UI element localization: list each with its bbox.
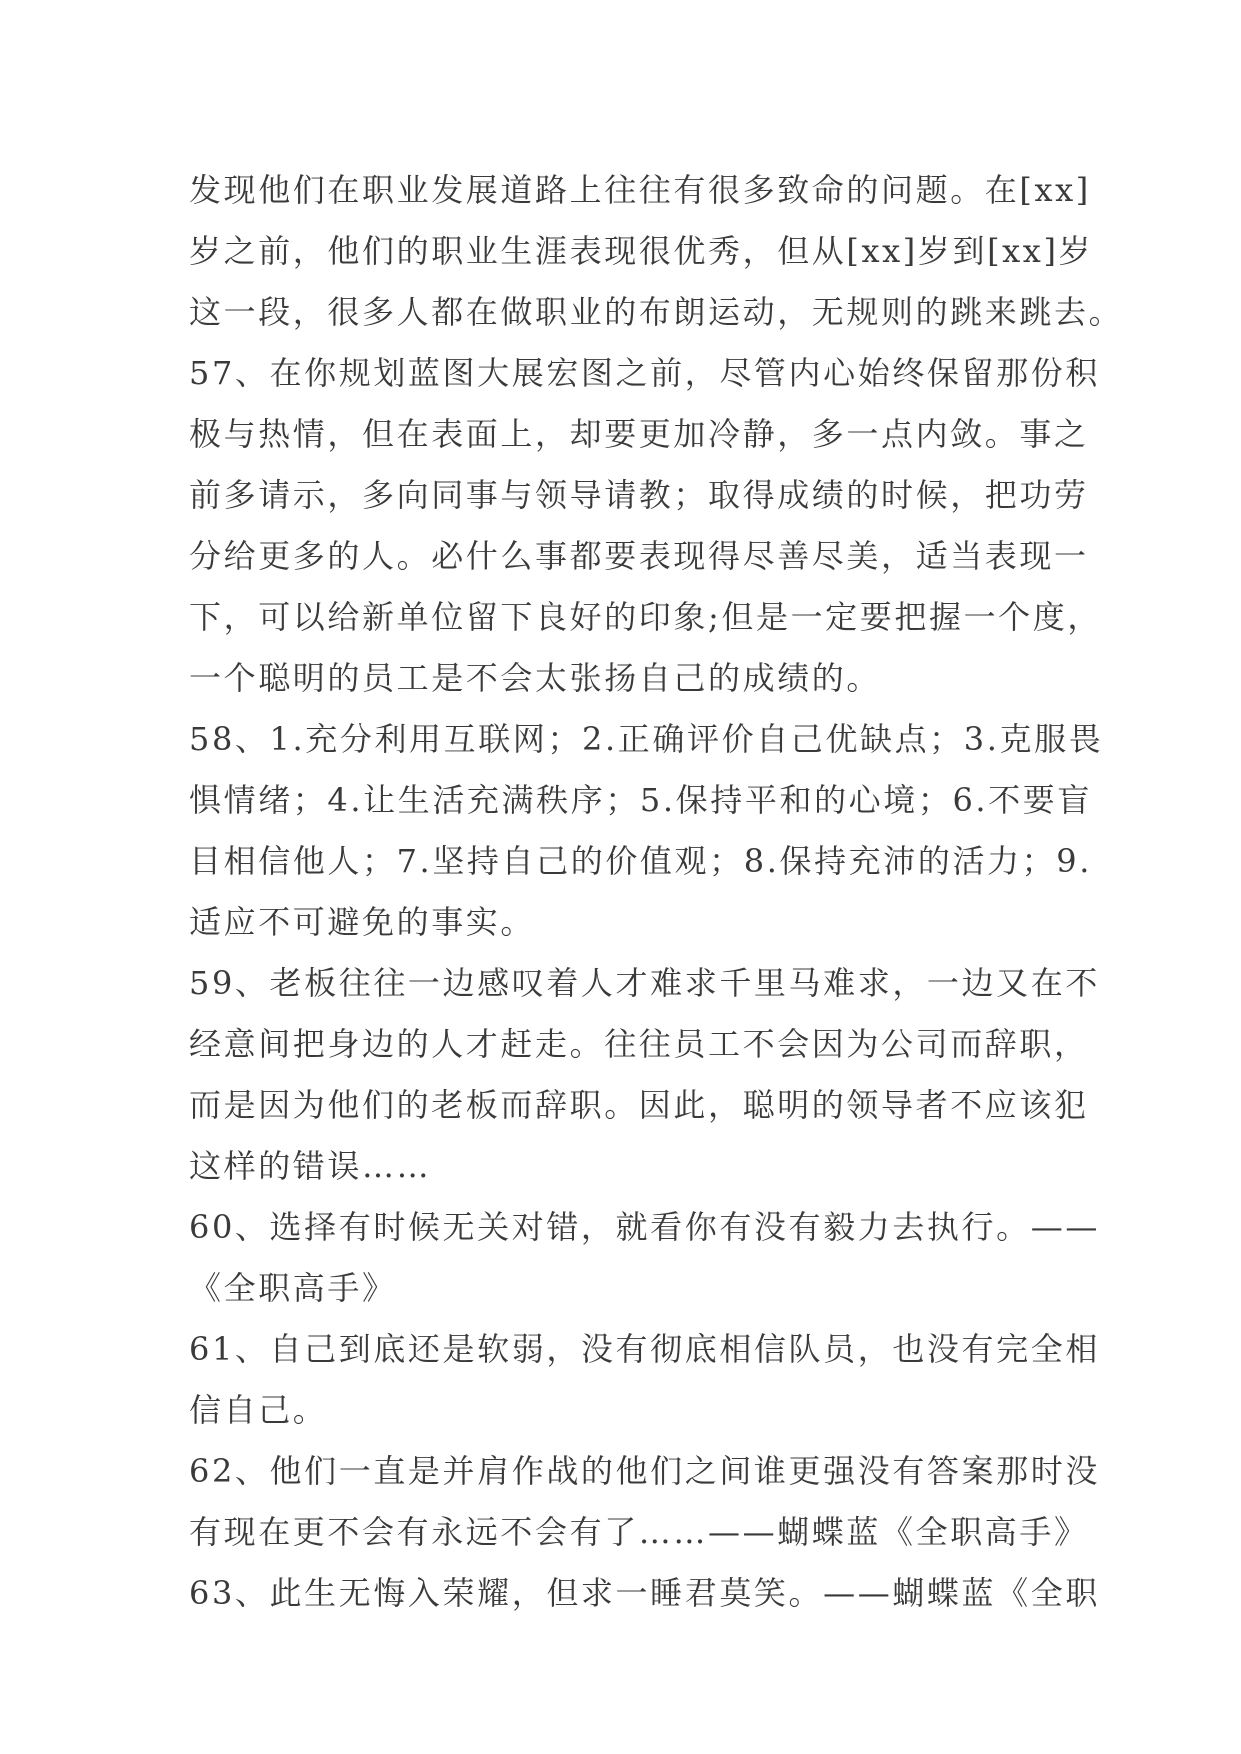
text-line: 分给更多的人。必什么事都要表现得尽善尽美，适当表现一 <box>189 537 1089 575</box>
text-line: 有现在更不会有永远不会有了……——蝴蝶蓝《全职高手》 <box>189 1513 1089 1551</box>
text-line: 信自己。 <box>189 1391 328 1429</box>
text-line: 目相信他人；7.坚持自己的价值观；8.保持充沛的活力；9. <box>189 842 1092 880</box>
text-line: 60、选择有时候无关对错，就看你有没有毅力去执行。—— <box>189 1208 1100 1246</box>
text-line: 岁之前，他们的职业生涯表现很优秀，但从[xx]岁到[xx]岁 <box>189 232 1094 270</box>
text-line: 而是因为他们的老板而辞职。因此，聪明的领导者不应该犯 <box>189 1086 1089 1124</box>
text-line: 《全职高手》 <box>189 1269 397 1307</box>
text-line: 一个聪明的员工是不会太张扬自己的成绩的。 <box>189 659 882 697</box>
text-line: 极与热情，但在表面上，却要更加冷静，多一点内敛。事之 <box>189 415 1089 453</box>
document-body <box>189 160 1124 1624</box>
text-line: 63、此生无悔入荣耀，但求一睡君莫笑。——蝴蝶蓝《全职 <box>189 1574 1100 1612</box>
text-line: 这样的错误…… <box>189 1147 432 1185</box>
text-line: 57、在你规划蓝图大展宏图之前，尽管内心始终保留那份积 <box>189 354 1100 392</box>
text-line: 这一段，很多人都在做职业的布朗运动，无规则的跳来跳去。 <box>189 293 1124 331</box>
text-line: 适应不可避免的事实。 <box>189 903 536 941</box>
text-line: 62、他们一直是并肩作战的他们之间谁更强没有答案那时没 <box>189 1452 1100 1490</box>
text-line: 前多请示，多向同事与领导请教；取得成绩的时候，把功劳 <box>189 476 1089 514</box>
text-line: 惧情绪；4.让生活充满秩序；5.保持平和的心境；6.不要盲 <box>189 781 1092 819</box>
text-line: 61、自己到底还是软弱，没有彻底相信队员，也没有完全相 <box>189 1330 1100 1368</box>
text-line: 59、老板往往一边感叹着人才难求千里马难求，一边又在不 <box>189 964 1100 1002</box>
text-line: 经意间把身边的人才赶走。往往员工不会因为公司而辞职， <box>189 1025 1089 1063</box>
text-line: 58、1.充分利用互联网；2.正确评价自己优缺点；3.克服畏 <box>189 720 1104 758</box>
text-line: 发现他们在职业发展道路上往往有很多致命的问题。在[xx] <box>189 171 1091 209</box>
text-line: 下，可以给新单位留下良好的印象;但是一定要把握一个度， <box>189 598 1102 636</box>
